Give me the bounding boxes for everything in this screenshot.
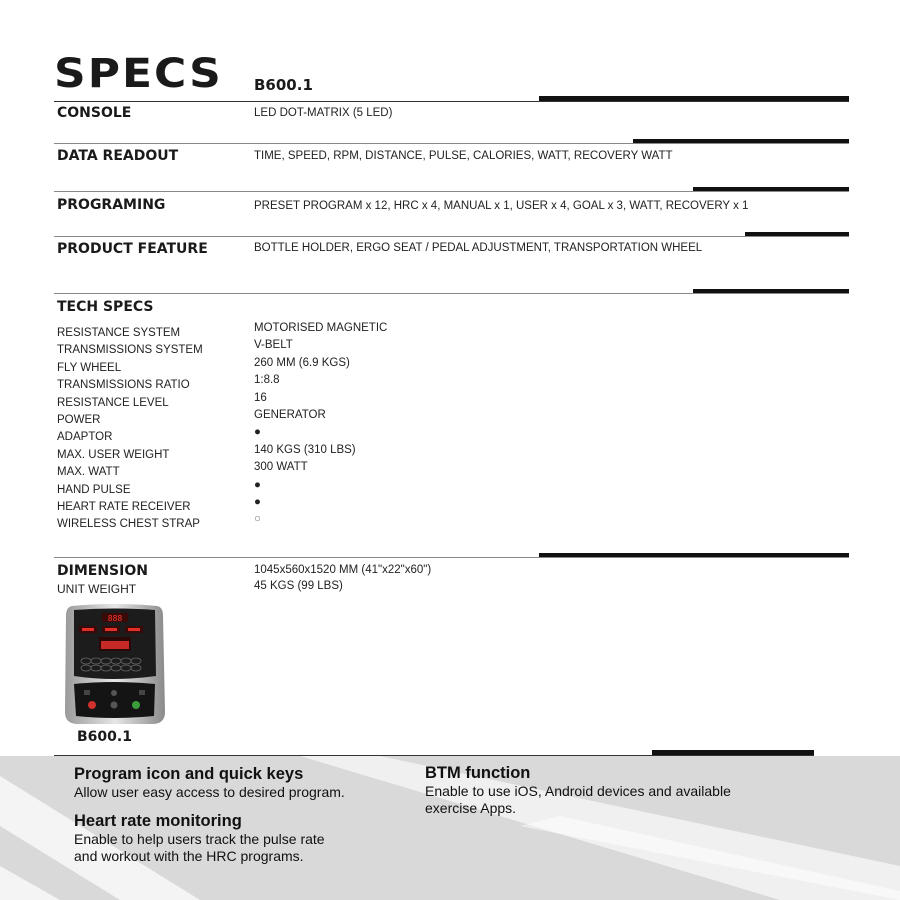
spec-name: RESISTANCE SYSTEM bbox=[57, 327, 181, 339]
spec-name: HAND PULSE bbox=[57, 483, 131, 496]
spec-name: MAX. WATT bbox=[57, 466, 120, 479]
spec-name: FLY WHEEL bbox=[57, 361, 122, 374]
spec-value: 1:8.8 bbox=[254, 374, 280, 387]
dimension-label: DIMENSION bbox=[57, 563, 148, 579]
divider bbox=[54, 236, 849, 237]
spec-value: 140 KGS (310 LBS) bbox=[254, 443, 356, 456]
spec-name: RESISTANCE LEVEL bbox=[57, 396, 169, 409]
product-feature-label: PRODUCT FEATURE bbox=[57, 241, 208, 257]
spec-value: ● bbox=[254, 495, 261, 508]
divider bbox=[54, 293, 849, 294]
feature-description: exercise Apps. bbox=[425, 800, 517, 816]
data-readout-value: TIME, SPEED, RPM, DISTANCE, PULSE, CALORIES, WATT, RECOVERY WATT bbox=[254, 150, 673, 162]
feature-program-keys bbox=[74, 765, 345, 801]
feature-description: Allow user easy access to desired program. bbox=[74, 784, 345, 800]
tech-specs-names bbox=[57, 325, 203, 534]
unit-weight-label: UNIT WEIGHT bbox=[57, 582, 137, 596]
product-feature-value: BOTTLE HOLDER, ERGO SEAT / PEDAL ADJUSTMENT, TRANSPORTATION WHEEL bbox=[254, 242, 703, 254]
spec-value: 300 WATT bbox=[254, 461, 308, 474]
spec-value: V-BELT bbox=[254, 339, 293, 352]
spec-name: POWER bbox=[57, 413, 101, 426]
console-label: CONSOLE bbox=[57, 105, 132, 121]
divider bbox=[54, 143, 849, 144]
spec-value: 260 MM (6.9 KGS) bbox=[254, 356, 350, 369]
accent-bar bbox=[539, 96, 849, 101]
programing-label: PROGRAMING bbox=[57, 197, 166, 213]
feature-description: Enable to help users track the pulse rate bbox=[74, 831, 325, 847]
spec-value: ● bbox=[254, 426, 261, 439]
feature-title: BTM function bbox=[425, 764, 531, 782]
feature-title: Heart rate monitoring bbox=[74, 812, 242, 830]
feature-description: Enable to use iOS, Android devices and available bbox=[425, 783, 731, 799]
spec-name: ADAPTOR bbox=[57, 431, 113, 444]
spec-name: TRANSMISSIONS RATIO bbox=[57, 379, 190, 392]
spec-name: WIRELESS CHEST STRAP bbox=[57, 518, 200, 531]
model-number: B600.1 bbox=[254, 76, 313, 94]
spec-value: ● bbox=[254, 478, 261, 491]
led-display-digits: 888 bbox=[107, 614, 123, 623]
spec-value: ○ bbox=[254, 513, 261, 526]
spec-value: MOTORISED MAGNETIC bbox=[254, 322, 388, 334]
tech-specs-heading: TECH SPECS bbox=[57, 299, 154, 315]
tech-specs-values bbox=[254, 320, 387, 529]
divider bbox=[54, 191, 849, 192]
spec-name: MAX. USER WEIGHT bbox=[57, 448, 170, 461]
feature-description: and workout with the HRC programs. bbox=[74, 848, 304, 864]
dimension-value: 1045x560x1520 MM (41"x22"x60") bbox=[254, 564, 432, 576]
console-value: LED DOT-MATRIX (5 LED) bbox=[254, 107, 393, 119]
unit-weight-value: 45 KGS (99 LBS) bbox=[254, 580, 343, 592]
divider bbox=[54, 101, 849, 102]
feature-heart-rate bbox=[74, 812, 325, 865]
spec-value: 16 bbox=[254, 391, 267, 404]
spec-name: TRANSMISSIONS SYSTEM bbox=[57, 344, 203, 357]
data-readout-label: DATA READOUT bbox=[57, 148, 179, 164]
feature-btm bbox=[425, 764, 731, 817]
spec-value: GENERATOR bbox=[254, 408, 326, 421]
console-image bbox=[64, 604, 165, 726]
programing-value: PRESET PROGRAM x 12, HRC x 4, MANUAL x 1, USER x 4, GOAL x 3, WATT, RECOVERY x 1 bbox=[254, 200, 749, 212]
feature-title: Program icon and quick keys bbox=[74, 765, 304, 783]
page-title: SPECS bbox=[54, 50, 223, 97]
features-band bbox=[0, 756, 900, 900]
console-image-caption: B600.1 bbox=[77, 729, 132, 745]
spec-name: HEART RATE RECEIVER bbox=[57, 500, 191, 513]
divider bbox=[54, 557, 849, 558]
